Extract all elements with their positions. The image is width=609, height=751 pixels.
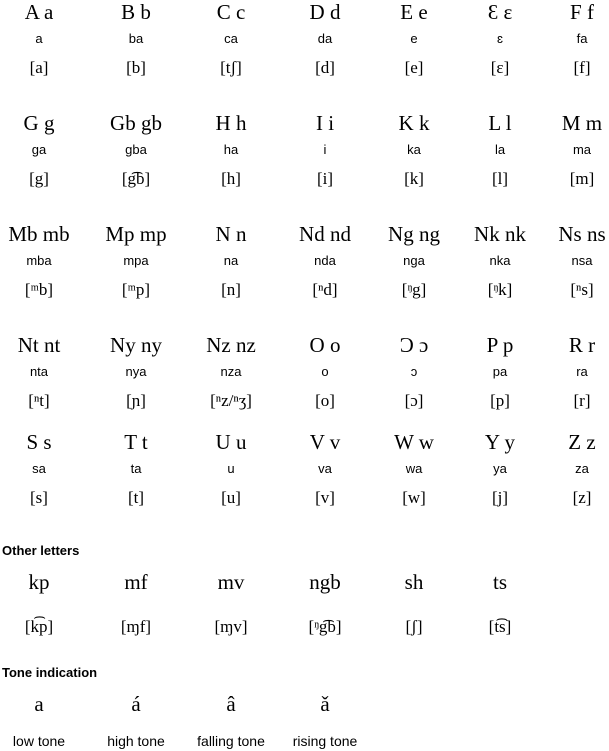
alphabet-letter: T t: [124, 430, 148, 454]
other-letter: ngb: [309, 570, 341, 594]
letter-name: nga: [403, 253, 425, 268]
letter-name: a: [35, 31, 43, 46]
alphabet-letter: Ng ng: [388, 222, 440, 246]
alphabet-letter: F f: [570, 0, 594, 24]
other-letter-ipa: [k͡p]: [24, 617, 54, 636]
alphabet-letter: Ɛ ɛ: [487, 0, 513, 24]
alphabet-letter: Mb mb: [8, 222, 70, 246]
alphabet-letter: Ns ns: [558, 222, 606, 246]
tone-label: low tone: [12, 733, 66, 749]
letter-ipa: [s]: [30, 488, 48, 507]
other-letter: kp: [28, 570, 50, 594]
letter-ipa: [g͡b]: [121, 169, 151, 188]
letter-name: ɛ: [497, 31, 503, 46]
tone-letter: ǎ: [320, 692, 330, 716]
letter-name: na: [223, 253, 239, 268]
letter-name: ta: [130, 461, 142, 476]
letter-name: nza: [220, 364, 242, 379]
alphabet-letter: I i: [315, 111, 335, 135]
letter-name: gba: [125, 142, 147, 157]
letter-name: mba: [26, 253, 52, 268]
letter-ipa: [k]: [404, 169, 424, 188]
letter-name: ha: [223, 142, 239, 157]
alphabet-letter: V v: [309, 430, 341, 454]
letter-ipa: [ᵑg]: [401, 280, 427, 299]
letter-ipa: [o]: [315, 391, 335, 410]
letter-ipa: [n]: [221, 280, 241, 299]
letter-name: mpa: [123, 253, 149, 268]
letter-name: u: [227, 461, 235, 476]
letter-name: i: [323, 142, 327, 157]
other-letter: ts: [492, 570, 507, 594]
other-letter-ipa: [ɱf]: [120, 617, 152, 636]
letter-name: ma: [572, 142, 592, 157]
letter-ipa: [l]: [491, 169, 509, 188]
letter-name: ra: [576, 364, 588, 379]
letter-name: za: [575, 461, 589, 476]
alphabet-letter: D d: [309, 0, 341, 24]
letter-name: ca: [224, 31, 238, 46]
letter-ipa: [e]: [404, 58, 424, 77]
alphabet-letter: S s: [26, 430, 52, 454]
letter-ipa: [p]: [490, 391, 510, 410]
alphabet-letter: Gb gb: [110, 111, 162, 135]
letter-ipa: [t]: [127, 488, 145, 507]
letter-name: nta: [29, 364, 49, 379]
letter-name: ba: [128, 31, 144, 46]
letter-ipa: [tʃ]: [220, 58, 242, 77]
letter-name: sa: [32, 461, 46, 476]
letter-name: ga: [31, 142, 47, 157]
letter-ipa: [h]: [221, 169, 241, 188]
alphabet-letter: L l: [488, 111, 512, 135]
alphabet-letter: A a: [24, 0, 54, 24]
alphabet-letter: Nd nd: [299, 222, 351, 246]
other-letter-ipa: [t͡s]: [488, 617, 512, 636]
letter-ipa: [ɛ]: [490, 58, 510, 77]
letter-name: e: [410, 31, 418, 46]
alphabet-letter: Nt nt: [17, 333, 61, 357]
letter-name: o: [321, 364, 329, 379]
letter-ipa: [i]: [316, 169, 334, 188]
letter-ipa: [z]: [572, 488, 592, 507]
alphabet-letter: P p: [486, 333, 514, 357]
alphabet-letter: Y y: [484, 430, 516, 454]
letter-ipa: [g]: [29, 169, 49, 188]
tone-letter: á: [131, 692, 141, 716]
tone-indication-heading: Tone indication: [2, 665, 98, 680]
letter-name: ka: [407, 142, 421, 157]
alphabet-letter: Mp mp: [105, 222, 167, 246]
tone-label: high tone: [107, 733, 165, 749]
letter-name: nka: [489, 253, 511, 268]
alphabet-letter: Nk nk: [474, 222, 526, 246]
letter-name: ɔ: [410, 364, 418, 379]
letter-ipa: [w]: [402, 488, 426, 507]
letter-ipa: [ᵑk]: [487, 280, 513, 299]
letter-ipa: [f]: [573, 58, 591, 77]
letter-ipa: [v]: [315, 488, 335, 507]
letter-name: nda: [314, 253, 336, 268]
alphabet-letter: E e: [400, 0, 428, 24]
letter-name: ya: [493, 461, 507, 476]
alphabet-letter: Z z: [568, 430, 596, 454]
letter-ipa: [b]: [126, 58, 146, 77]
other-letter: mv: [217, 570, 245, 594]
letter-ipa: [ᵐp]: [121, 280, 151, 299]
letter-ipa: [ɔ]: [404, 391, 424, 410]
letter-name: pa: [492, 364, 508, 379]
alphabet-letter: W w: [394, 430, 434, 454]
alphabet-letter: H h: [215, 111, 247, 135]
letter-ipa: [ⁿd]: [312, 280, 338, 299]
letter-ipa: [ⁿz/ⁿʒ]: [210, 391, 252, 410]
alphabet-letter: B b: [121, 0, 151, 24]
letter-ipa: [ⁿt]: [28, 391, 50, 410]
letter-ipa: [a]: [29, 58, 49, 77]
letter-ipa: [d]: [315, 58, 335, 77]
alphabet-letter: M m: [561, 111, 603, 135]
letter-ipa: [ɲ]: [126, 391, 146, 410]
letter-name: nsa: [571, 253, 593, 268]
letter-ipa: [u]: [221, 488, 241, 507]
letter-name: fa: [576, 31, 588, 46]
tone-letter: a: [34, 692, 44, 716]
letter-ipa: [ⁿs]: [570, 280, 594, 299]
alphabet-letter: G g: [23, 111, 55, 135]
tone-label: rising tone: [292, 733, 358, 749]
letter-ipa: [j]: [491, 488, 509, 507]
letter-name: va: [318, 461, 332, 476]
alphabet-letter: R r: [568, 333, 596, 357]
alphabet-letter: Nz nz: [206, 333, 256, 357]
letter-name: wa: [405, 461, 423, 476]
other-letter: sh: [404, 570, 424, 594]
alphabet-letter: N n: [215, 222, 247, 246]
other-letter-ipa: [ɱv]: [214, 617, 248, 636]
other-letter-ipa: [ʃ]: [405, 617, 423, 636]
letter-ipa: [r]: [573, 391, 591, 410]
alphabet-letter: Ɔ ɔ: [399, 333, 429, 357]
alphabet-letter: C c: [216, 0, 246, 24]
alphabet-letter: Ny ny: [110, 333, 162, 357]
alphabet-letter: U u: [215, 430, 247, 454]
tone-letter: â: [226, 692, 236, 716]
other-letter-ipa: [ᵑg͡b]: [308, 617, 342, 636]
letter-ipa: [m]: [569, 169, 595, 188]
other-letters-heading: Other letters: [2, 543, 80, 558]
letter-name: la: [494, 142, 506, 157]
alphabet-letter: K k: [398, 111, 430, 135]
tone-label: falling tone: [197, 733, 265, 749]
letter-ipa: [ᵐb]: [24, 280, 54, 299]
alphabet-letter: O o: [309, 333, 341, 357]
other-letter: mf: [124, 570, 148, 594]
letter-name: nya: [125, 364, 147, 379]
letter-name: da: [317, 31, 333, 46]
